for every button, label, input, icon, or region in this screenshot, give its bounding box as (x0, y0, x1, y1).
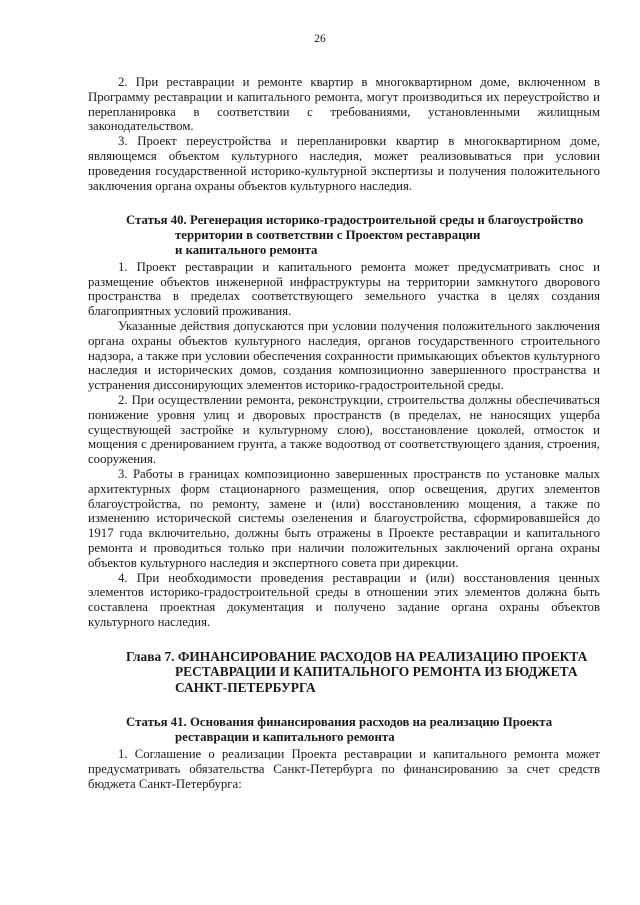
paragraph: 1. Проект реставрации и капитального ремонта может предусматривать снос и размещение объектов инженерной инфраструктуры на территории замкнутого дворового пространства в пределах соответствующего земельного участка в целях создания благоприятных условий проживания. (88, 259, 600, 319)
heading-line: Статья 40. Регенерация историко-градостроительной среды и благоустройство (126, 213, 584, 228)
article-40-heading (88, 213, 600, 257)
paragraph: 1. Соглашение о реализации Проекта реставрации и капитального ремонта может предусматривать обязательства Санкт-Петербурга по финансированию за счет средств бюджета Санкт-Петербурга: (88, 747, 600, 791)
heading-line: САНКТ-ПЕТЕРБУРГА (175, 679, 316, 695)
heading-line: территории в соответствии с Проектом реставрации (175, 228, 481, 243)
document-body (88, 75, 600, 791)
page-number: 26 (314, 33, 326, 45)
heading-line: реставрации и капитального ремонта (175, 730, 395, 745)
chapter-7-heading (88, 649, 600, 696)
paragraph: 2. При осуществлении ремонта, реконструкции, строительства должны обеспечиваться понижение уровня улиц и дворовых пространств (в пределах, не наносящих ущерба существующей застройке и культурному слою), восстановление цоколей, отмосток и мощения с дренированием грунта, а также водоотвод от соответствующего здания, строения, сооружения. (88, 392, 600, 467)
heading-line: РЕСТАВРАЦИИ И КАПИТАЛЬНОГО РЕМОНТА ИЗ БЮДЖЕТА (175, 664, 578, 680)
heading-line: Статья 41. Основания финансирования расходов на реализацию Проекта (126, 715, 553, 730)
paragraph: 3. Проект переустройства и перепланировки квартир в многоквартирном доме, являющемся объектом культурного наследия, может реализовываться при условии проведения государственной историко-культурной экспертизы и получения положительного заключения органа охраны объектов культурного наследия. (88, 134, 600, 193)
heading-line: Глава 7. ФИНАНСИРОВАНИЕ РАСХОДОВ НА РЕАЛИЗАЦИЮ ПРОЕКТА (126, 648, 588, 664)
paragraph: 3. Работы в границах композиционно завершенных пространств по установке малых архитектурных форм стационарного размещения, опор освещения, других элементов благоустройства, по ремонту, замене и (или) восстановлению мощения, а также по изменению исторической системы озеленения и благоустройства, сформировавшейся до 1917 года включительно, должны быть отражены в Проекте реставрации и капитального ремонта и проводиться только при наличии положительных заключений органа охраны объектов культурного наследия и экспертного совета при дирекции. (88, 466, 600, 570)
heading-line: и капитального ремонта (175, 242, 318, 257)
paragraph: 2. При реставрации и ремонте квартир в многоквартирном доме, включенном в Программу реставрации и капитального ремонта, могут производиться их переустройство и перепланировка в соответствии с требованиями, установленными жилищным законодательством. (88, 75, 600, 134)
paragraph: 4. При необходимости проведения реставрации и (или) восстановления ценных элементов историко-градостроительной среды в отношении этих элементов должна быть составлена проектная документация и получено задание органа охраны объектов культурного наследия. (88, 570, 600, 629)
article-41-heading (88, 715, 600, 745)
paragraph: Указанные действия допускаются при условии получения положительного заключения органа охраны объектов культурного наследия, органов государственного строительного надзора, а также при условии обеспечения сохранности примыкающих объектов культурного наследия и исторических домов, создания композиционно завершенного пространства и устранения диссонирующих элементов историко-градостроительной среды. (88, 318, 600, 393)
